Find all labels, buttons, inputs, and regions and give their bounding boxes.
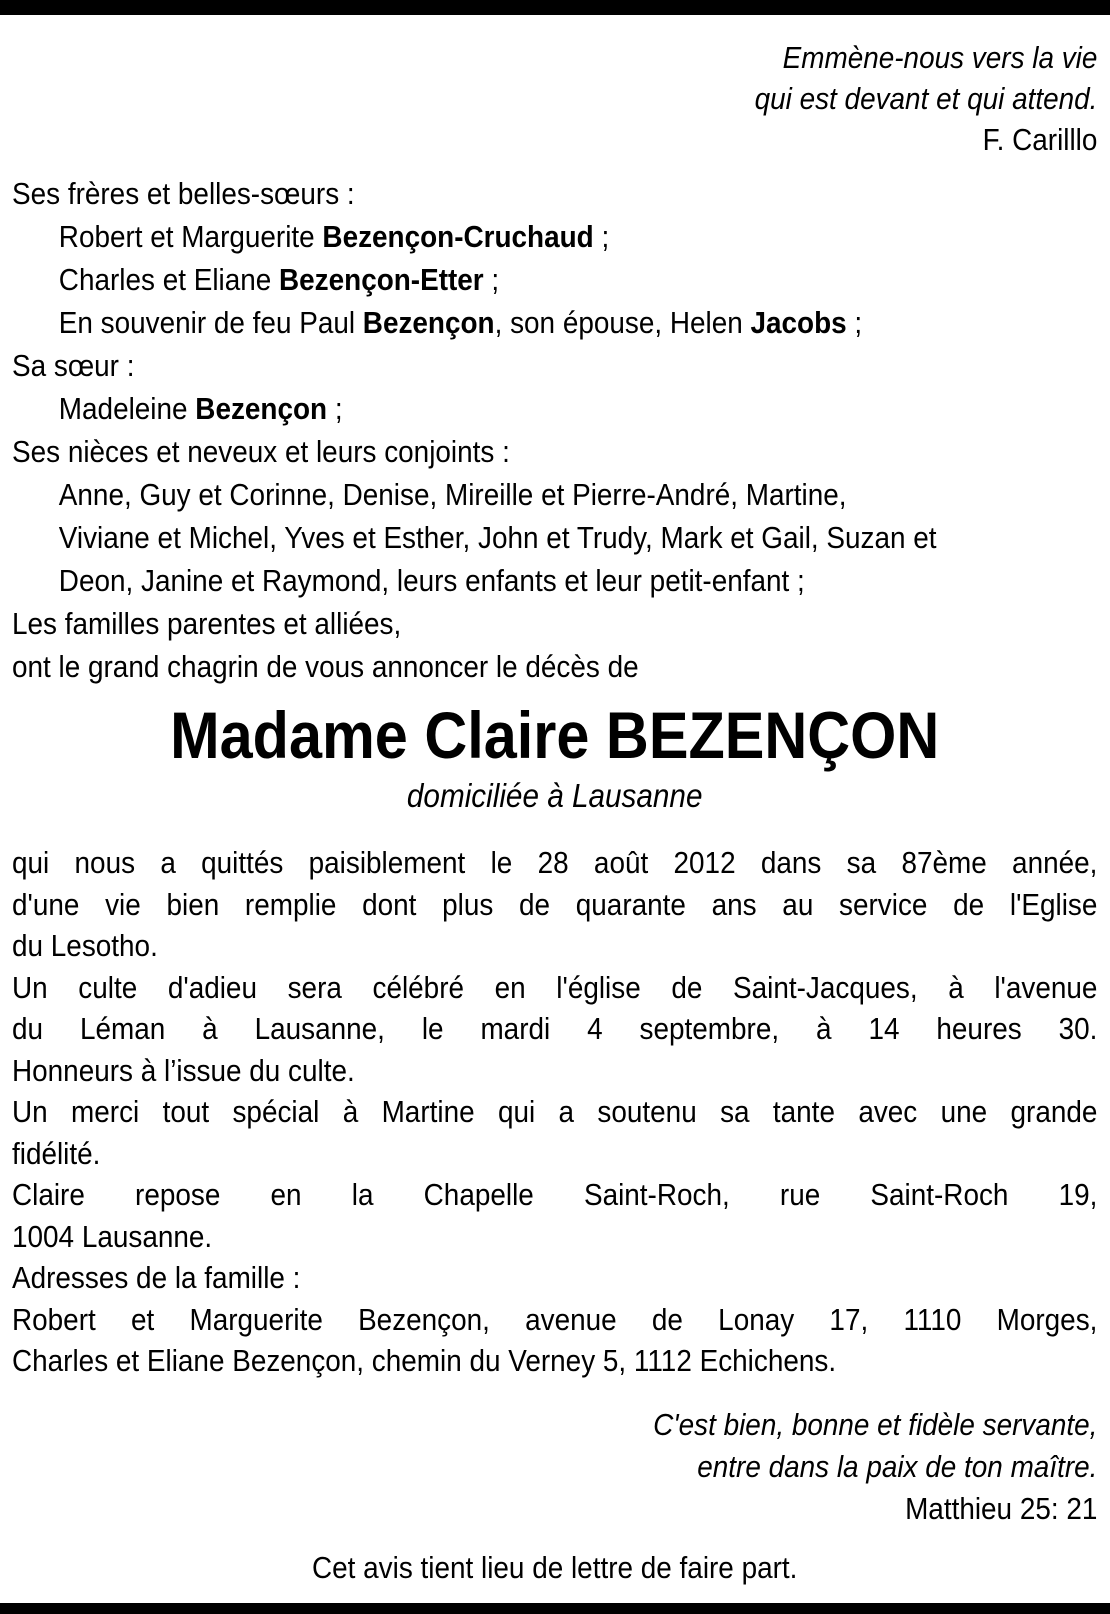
text-line	[12, 215, 1097, 258]
text-segment: , son épouse, Helen	[494, 305, 751, 340]
surname-bold-text: Bezençon-Cruchaud	[322, 219, 594, 254]
text-segment: Les familles parentes et alliées,	[12, 606, 402, 641]
text-line	[12, 645, 1097, 688]
text-segment: ;	[327, 391, 343, 426]
text-segment: ont le grand chagrin de vous annoncer le décès de	[12, 649, 639, 684]
text-line: du Lesotho.	[12, 928, 158, 963]
text-line: Un culte d'adieu sera célébré en l'église de Saint-Jacques, à l'avenue	[12, 969, 1098, 1005]
closing-quote	[12, 1404, 1097, 1530]
surname-bold-text: Bezençon	[362, 305, 495, 340]
text-segment: Madeleine	[58, 391, 196, 426]
text-segment: Viviane et Michel, Yves et Esther, John et Trudy, Mark et Gail, Suzan et	[58, 520, 937, 555]
text-segment: ;	[846, 305, 863, 340]
surname-bold-text: Bezençon-Etter	[279, 262, 484, 297]
text-line	[12, 301, 1097, 344]
bottom-border-bar	[0, 1603, 1110, 1614]
epigraph-attribution: F. Carilllo	[982, 122, 1098, 157]
text-line: qui est devant et qui attend.	[754, 81, 1098, 116]
text-line: Robert et Marguerite Bezençon, avenue de Lonay 17, 1110 Morges,	[12, 1301, 1098, 1337]
text-line: C'est bien, bonne et fidèle servante,	[653, 1406, 1098, 1442]
text-segment: Sa sœur :	[12, 348, 135, 383]
text-segment: ;	[593, 219, 610, 254]
text-line	[12, 387, 1097, 430]
deceased-name-title: Madame Claire BEZENÇON	[170, 698, 940, 772]
announcement-body	[12, 842, 1097, 1382]
text-line: Charles et Eliane Bezençon, chemin du Verney 5, 1112 Echichens.	[12, 1343, 837, 1378]
text-line: qui nous a quittés paisiblement le 28 août 2012 dans sa 87ème année,	[12, 845, 1098, 880]
text-line	[12, 258, 1097, 301]
text-segment: Ses frères et belles-sœurs :	[12, 176, 355, 211]
family-announcement-list	[12, 172, 1097, 688]
text-line: Honneurs à l’issue du culte.	[12, 1052, 355, 1088]
text-line: Adresses de la famille :	[12, 1260, 301, 1295]
text-line: Emmène-nous vers la vie	[782, 40, 1098, 75]
text-line: d'une vie bien remplie dont plus de quarante ans au service de l'Eglise	[12, 886, 1098, 922]
text-line	[12, 602, 1097, 645]
text-line	[12, 430, 1097, 473]
text-segment: En souvenir de feu Paul	[58, 305, 363, 340]
epigraph-quote	[12, 37, 1097, 160]
deceased-residence: domiciliée à Lausanne	[406, 777, 703, 814]
closing-quote-lines	[12, 1404, 1097, 1488]
text-line	[12, 344, 1097, 387]
text-segment: Deon, Janine et Raymond, leurs enfants et leur petit-enfant ;	[58, 563, 805, 598]
text-line: Un merci tout spécial à Martine qui a soutenu sa tante avec une grande	[12, 1094, 1098, 1129]
footer-note: Cet avis tient lieu de lettre de faire part.	[311, 1549, 798, 1585]
text-segment: ;	[483, 262, 500, 297]
closing-quote-reference: Matthieu 25: 21	[905, 1490, 1098, 1526]
text-segment: Ses nièces et neveux et leurs conjoints :	[12, 434, 510, 469]
epigraph-lines	[12, 37, 1097, 119]
text-line: du Léman à Lausanne, le mardi 4 septembre, à 14 heures 30.	[12, 1011, 1098, 1046]
text-segment: Charles et Eliane	[58, 262, 280, 297]
text-segment: Anne, Guy et Corinne, Denise, Mireille et Pierre-André, Martine,	[58, 477, 847, 512]
text-line: 1004 Lausanne.	[12, 1218, 213, 1254]
text-line	[12, 172, 1097, 215]
surname-bold-text: Jacobs	[750, 305, 847, 340]
text-line	[12, 473, 1097, 516]
text-line: Claire repose en la Chapelle Saint-Roch, rue Saint-Roch 19,	[12, 1177, 1098, 1212]
text-line	[12, 516, 1097, 559]
text-line	[12, 559, 1097, 602]
text-line: fidélité.	[12, 1135, 101, 1171]
surname-bold-text: Bezençon	[195, 391, 328, 426]
text-line: entre dans la paix de ton maître.	[697, 1448, 1098, 1484]
top-border-bar	[0, 0, 1110, 15]
text-segment: Robert et Marguerite	[58, 219, 323, 254]
